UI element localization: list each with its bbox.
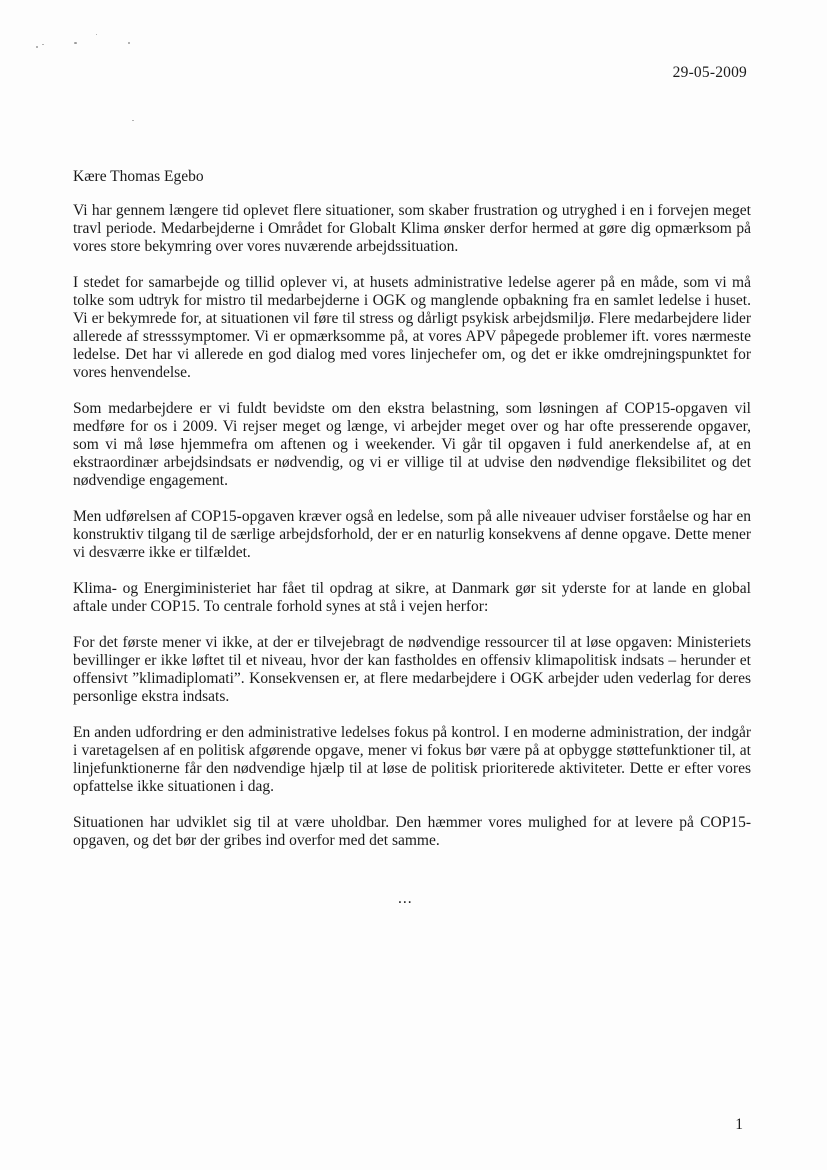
letter-salutation: Kære Thomas Egebo [73, 168, 204, 185]
letter-date: 29-05-2009 [672, 64, 747, 81]
paragraph-1: Vi har gennem længere tid oplevet flere situationer, som skaber frustration og utryghed i en i forvejen meget travl periode. Medarbejderne i Området for Globalt Klima ønsker derfor hermed at gøre dig opmærksom på vores store bekymring over vores nuværende arbejdssituation. [73, 202, 751, 255]
paragraph-5: Klima- og Energiministeriet har fået til opdrag at sikre, at Danmark gør sit yderste for at lande en global aftale under COP15. To centrale forhold synes at stå i vejen herfor: [73, 580, 751, 615]
paragraph-4: Men udførelsen af COP15-opgaven kræver også en ledelse, som på alle niveauer udviser forståelse og har en konstruktiv tilgang til de særlige arbejdsforhold, der er en naturlig konsekvens af denne opgave. Dette mener vi desværre ikke er tilfældet. [73, 508, 751, 561]
page-number: 1 [735, 1116, 743, 1133]
paragraph-7: En anden udfordring er den administrative ledelses fokus på kontrol. I en moderne administration, der indgår i varetagelsen af en politisk afgørende opgave, mener vi fokus bør være på at opbygge støttefunktioner til, at linjefunktionerne får den nødvendige hjælp til at løse de politisk prioriterede aktiviteter. Dette er efter vores opfattelse ikke situationen i dag. [73, 724, 751, 795]
letter-body [73, 168, 751, 868]
continuation-ellipsis: ... [398, 890, 413, 907]
paragraph-3: Som medarbejdere er vi fuldt bevidste om den ekstra belastning, som løsningen af COP15-opgaven vil medføre for os i 2009. Vi rejser meget og længe, vi arbejder meget over og har ofte presserende opgaver, som vi må løse hjemmefra om aftenen og i weekender. Vi går til opgaven i fuld anerkendelse af, at en ekstraordinær arbejdsindsats er nødvendig, og vi er villige til at udvise den nødvendige fleksibilitet og det nødvendige engagement. [73, 400, 751, 489]
paragraph-6: For det første mener vi ikke, at der er tilvejebragt de nødvendige ressourcer til at løse opgaven: Ministeriets bevillinger er ikke løftet til et niveau, hvor der kan fastholdes en offensiv klimapolitisk indsats – herunder et offensivt ”klimadiplomati”. Konsekvensen er, at flere medarbejdere i OGK arbejder uden vederlag for deres personlige ekstra indsats. [73, 634, 751, 705]
paragraph-8: Situationen har udviklet sig til at være uholdbar. Den hæmmer vores mulighed for at levere på COP15-opgaven, og det bør der gribes ind overfor med det samme. [73, 814, 751, 849]
paragraph-2: I stedet for samarbejde og tillid oplever vi, at husets administrative ledelse agerer på en måde, som vi må tolke som udtryk for mistro til medarbejderne i OGK og manglende opbakning fra en samlet ledelse i huset. Vi er bekymrede for, at situationen vil føre til stress og dårligt psykisk arbejdsmiljø. Flere medarbejdere lider allerede af stresssymptomer. Vi er opmærksomme på, at vores APV påpegede problemer ift. vores nærmeste ledelse. Det har vi allerede en god dialog med vores linjechefer om, og det er ikke omdrejningspunktet for vores henvendelse. [73, 274, 751, 381]
